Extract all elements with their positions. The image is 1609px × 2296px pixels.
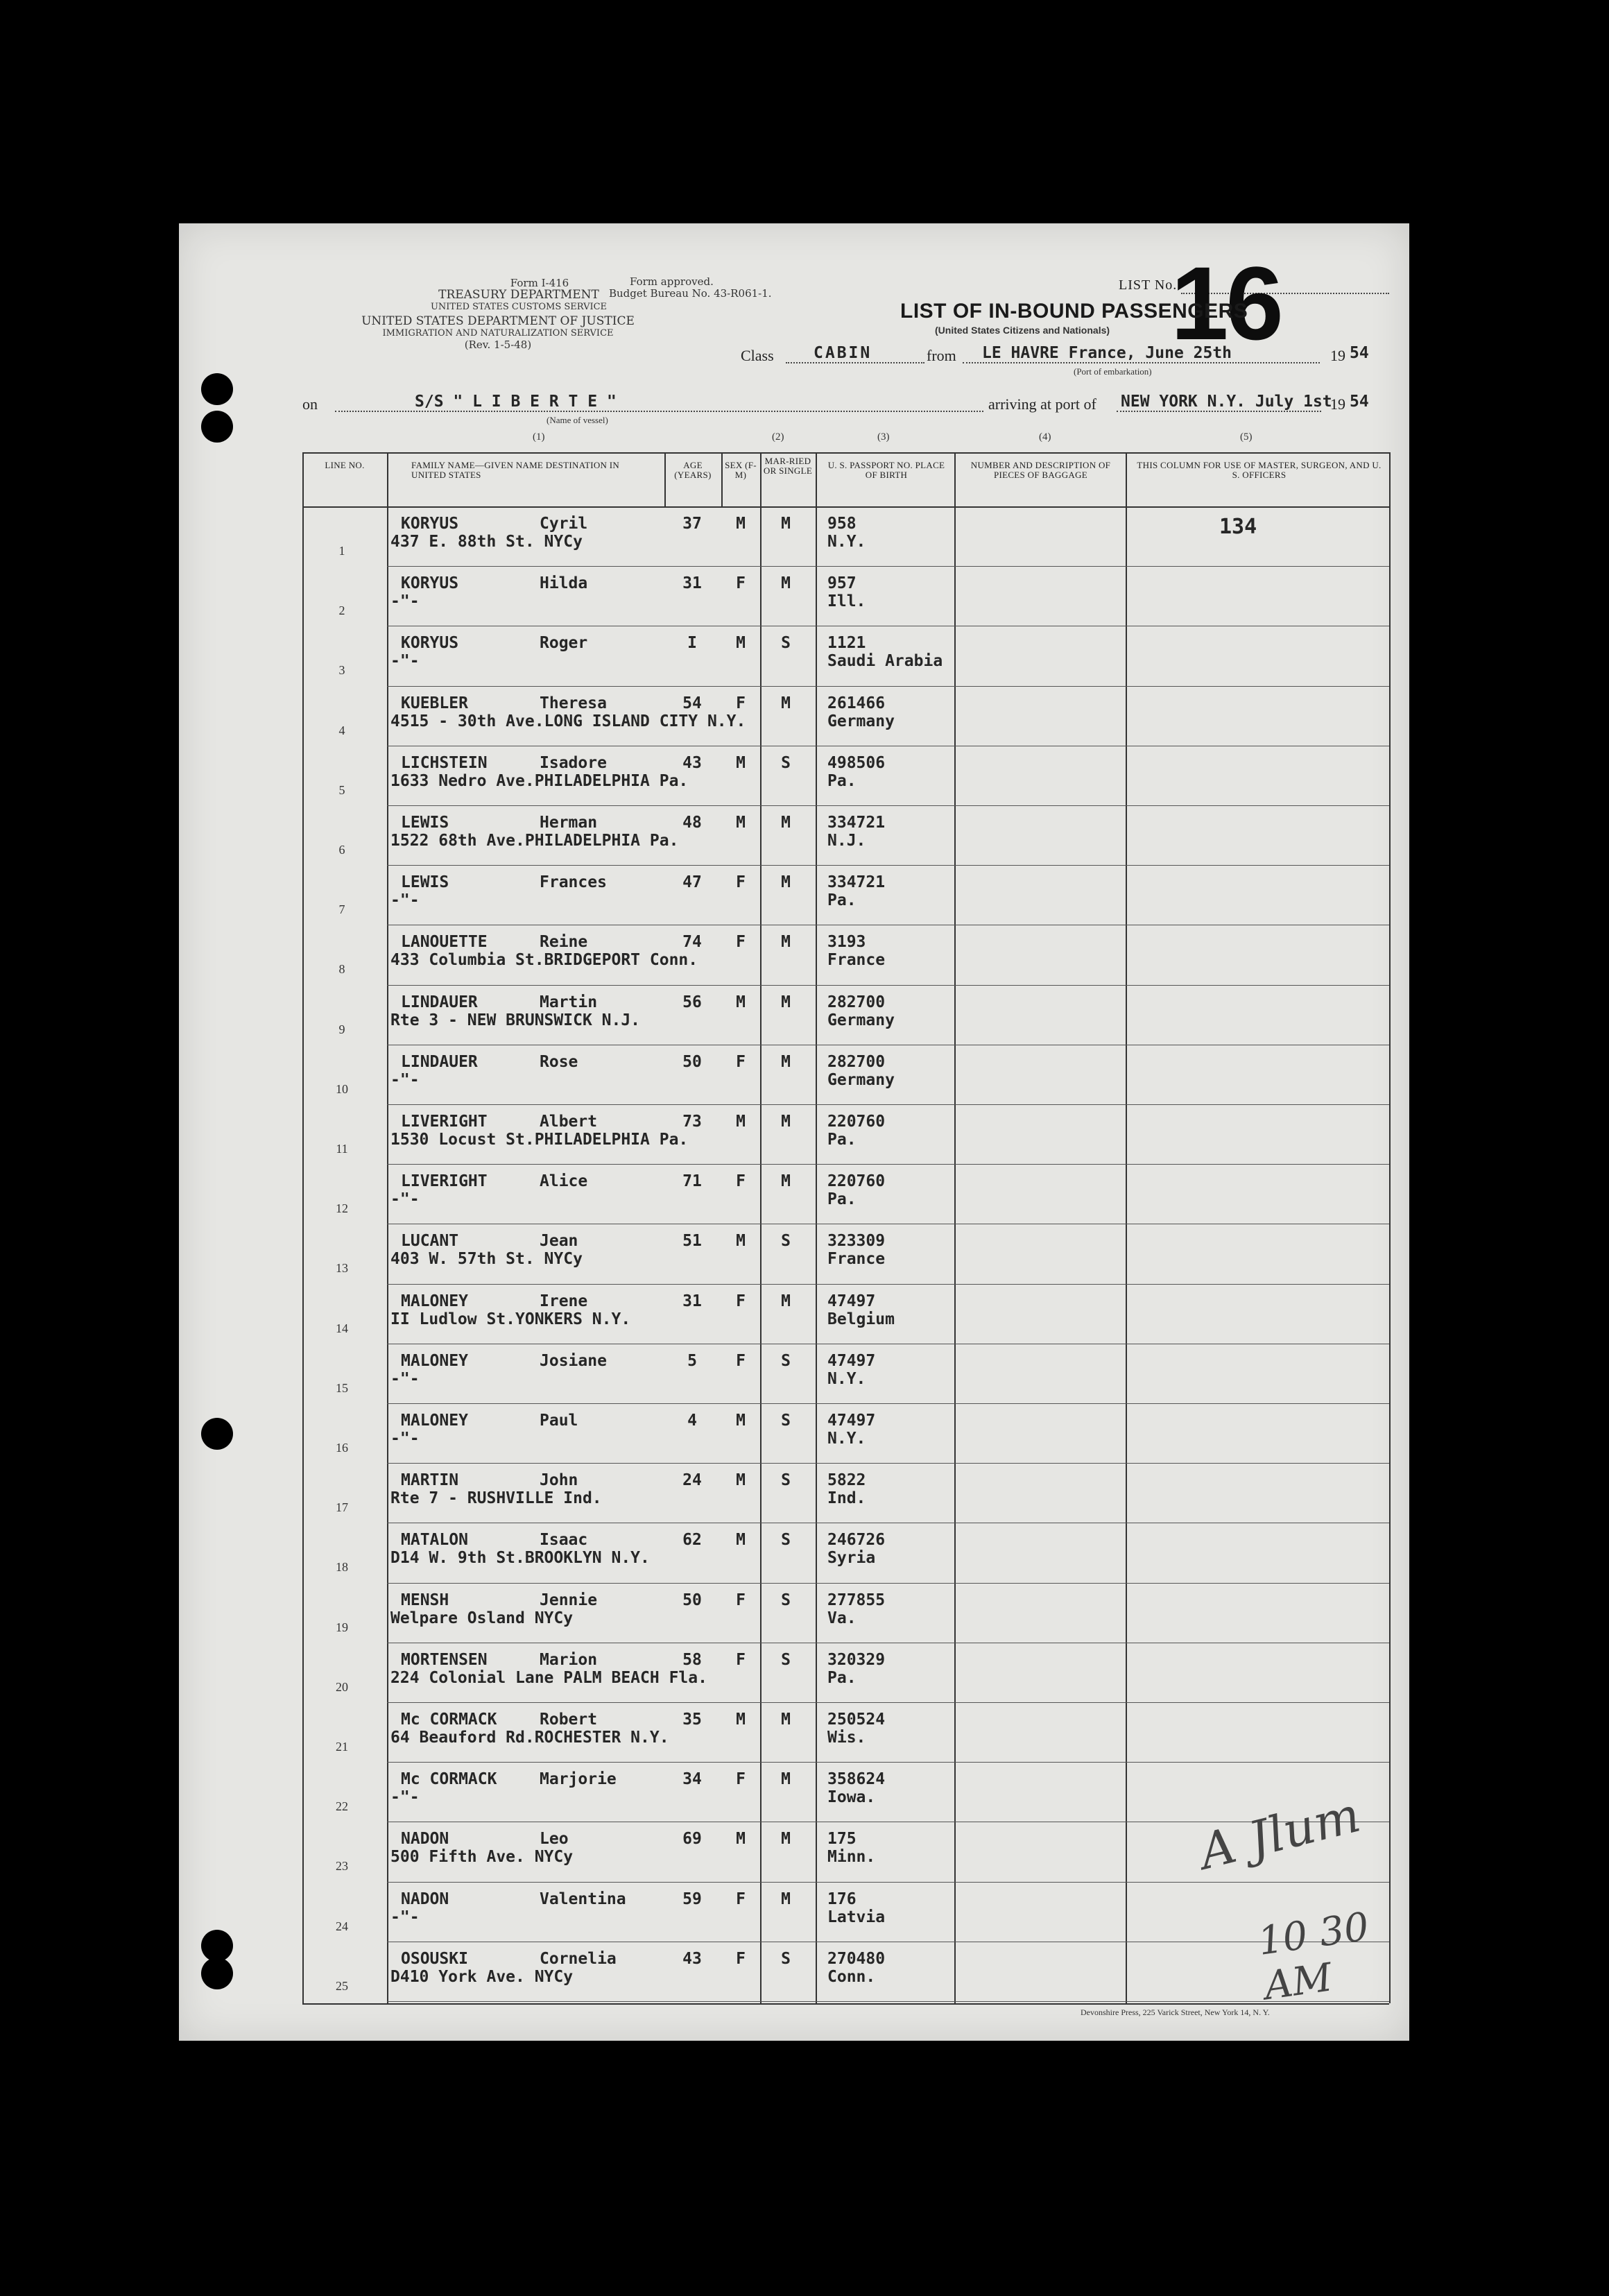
family-name: LIVERIGHT [401,1113,488,1131]
sex: M [736,1830,746,1849]
place-of-birth: Conn. [827,1967,876,1986]
family-name: KUEBLER [401,694,468,712]
destination: Rte 3 - NEW BRUNSWICK N.J. [390,1011,641,1029]
age: 54 [682,694,702,712]
column-header-age: AGE (YEARS) [674,460,712,480]
column-number: (1) [533,431,545,443]
family-name: MALONEY [401,1292,468,1310]
sex: F [736,1591,746,1609]
age: 51 [682,1232,702,1251]
line-number: 17 [336,1500,348,1515]
given-name: Paul [540,1412,578,1430]
row-divider [387,1702,1389,1703]
age: 35 [682,1711,702,1729]
marital-status: M [781,515,791,533]
given-name: Josiane [540,1351,607,1370]
arrival-year-suffix: 54 [1350,393,1369,411]
marital-status: M [781,993,791,1011]
destination: Rte 7 - RUSHVILLE Ind. [390,1489,602,1508]
age: I [687,634,697,653]
line-number: 2 [338,603,345,618]
column-header-officers: THIS COLUMN FOR USE OF MASTER, SURGEON, AND U. S. OFFICERS [1137,460,1382,480]
marital-status: M [781,1830,791,1849]
place-of-birth: Germany [827,1070,895,1089]
sex: M [736,1232,746,1251]
on-label: on [302,395,318,413]
family-name: NADON [401,1890,449,1908]
place-of-birth: Ind. [827,1489,866,1508]
age: 50 [682,1052,702,1071]
destination: 500 Fifth Ave. NYCy [390,1848,574,1867]
binder-hole [201,1418,233,1450]
sex: F [736,1351,746,1370]
marital-status: S [781,1351,791,1370]
line-number: 22 [336,1799,348,1814]
destination: -"- [390,1430,420,1448]
row-divider [387,1762,1389,1763]
given-name: Jean [540,1232,578,1251]
family-name: MENSH [401,1591,449,1609]
destination: 433 Columbia St.BRIDGEPORT Conn. [390,951,698,970]
column-number: (5) [1240,431,1253,443]
column-number: (2) [772,431,784,443]
given-name: Cyril [540,515,588,533]
passport-number: 3193 [827,933,866,952]
age: 31 [682,574,702,593]
column-number: (3) [877,431,890,443]
family-name: MALONEY [401,1412,468,1430]
line-number: 15 [336,1380,348,1395]
row-divider [387,686,1389,687]
place-of-birth: Germany [827,712,895,730]
place-of-birth: Latvia [827,1908,886,1926]
place-of-birth: Ill. [827,592,866,611]
destination: 1633 Nedro Ave.PHILADELPHIA Pa. [390,771,689,790]
given-name: Irene [540,1292,588,1310]
form-revision: (Rev. 1-5-48) [464,339,532,351]
sex: M [736,993,746,1011]
marital-status: M [781,1770,791,1789]
family-name: MORTENSEN [401,1650,488,1669]
passport-number: 176 [827,1890,857,1908]
passport-number: 47497 [827,1292,876,1310]
family-name: MATALON [401,1531,468,1550]
destination: 403 W. 57th St. NYCy [390,1250,583,1269]
sex: M [736,1531,746,1550]
sex: M [736,1471,746,1490]
age: 58 [682,1650,702,1669]
treasury-dept: TREASURY DEPARTMENT [438,288,599,302]
family-name: MALONEY [401,1351,468,1370]
destination: -"- [390,891,420,910]
row-divider [387,865,1389,866]
age: 47 [682,873,702,892]
age: 71 [682,1172,702,1191]
marital-status: S [781,753,791,772]
place-of-birth: Belgium [827,1310,895,1328]
age: 37 [682,515,702,533]
departure-port-value: LE HAVRE France, June 25th [982,344,1232,362]
manifest-page [179,223,1409,2041]
age: 56 [682,993,702,1011]
place-of-birth: Iowa. [827,1788,876,1807]
family-name: LEWIS [401,814,449,832]
destination: 4515 - 30th Ave.LONG ISLAND CITY N.Y. [390,712,746,730]
row-divider [387,1583,1389,1584]
family-name: NADON [401,1830,449,1849]
sex: M [736,634,746,653]
sex: F [736,694,746,712]
page-subtitle: (United States Citizens and Nationals) [935,325,1110,336]
sex: M [736,753,746,772]
destination: -"- [390,1788,420,1807]
destination: 437 E. 88th St. NYCy [390,533,583,551]
line-number: 12 [336,1201,348,1216]
row-divider [387,1882,1389,1883]
arrival-port-value: NEW YORK N.Y. July 1st [1121,393,1332,411]
place-of-birth: Germany [827,1011,895,1029]
justice-dept: UNITED STATES DEPARTMENT OF JUSTICE [361,314,635,328]
place-of-birth: France [827,1250,886,1269]
given-name: Isaac [540,1531,588,1550]
place-of-birth: Pa. [827,1190,857,1209]
marital-status: S [781,1471,791,1490]
column-header-married: MAR-RIED OR SINGLE [763,456,813,476]
age: 50 [682,1591,702,1609]
family-name: LINDAUER [401,993,478,1011]
line-number: 25 [336,1978,348,1993]
marital-status: S [781,1591,791,1609]
destination: D410 York Ave. NYCy [390,1967,574,1986]
sex: F [736,1770,746,1789]
binder-hole [201,373,233,405]
passport-number: 47497 [827,1412,876,1430]
passport-number: 957 [827,574,857,593]
place-of-birth: N.J. [827,832,866,850]
given-name: Theresa [540,694,607,712]
destination: II Ludlow St.YONKERS N.Y. [390,1310,631,1328]
place-of-birth: Va. [827,1609,857,1627]
sex: F [736,1292,746,1310]
row-divider [387,1463,1389,1464]
passport-number: 323309 [827,1232,886,1251]
family-name: Mc CORMACK [401,1770,497,1789]
form-approved-text: Form approved. [630,275,714,288]
line-number: 3 [338,663,345,678]
place-of-birth: Pa. [827,1668,857,1687]
passport-number: 220760 [827,1113,886,1131]
place-of-birth: Minn. [827,1848,876,1867]
marital-status: M [781,1113,791,1131]
passport-number: 334721 [827,873,886,892]
customs-service: UNITED STATES CUSTOMS SERVICE [430,302,608,312]
family-name: OSOUSKI [401,1949,468,1968]
family-name: LINDAUER [401,1052,478,1071]
sex: F [736,1890,746,1908]
column-header-passport: U. S. PASSPORT NO. PLACE OF BIRTH [827,460,945,480]
budget-bureau-no: Budget Bureau No. 43-R061-1. [609,287,772,300]
sex: F [736,1949,746,1968]
place-of-birth: Syria [827,1549,876,1568]
passport-number: 175 [827,1830,857,1849]
line-number: 24 [336,1919,348,1933]
given-name: Marjorie [540,1770,617,1789]
passport-number: 358624 [827,1770,886,1789]
place-of-birth: Pa. [827,771,857,790]
printer-imprint: Devonshire Press, 225 Varick Street, New York 14, N. Y. [1081,2007,1270,2017]
destination: Welpare Osland NYCy [390,1609,574,1627]
sex: M [736,1113,746,1131]
sex: M [736,1711,746,1729]
family-name: KORYUS [401,634,459,653]
column-header-sex: SEX (F-M) [725,460,757,480]
given-name: Alice [540,1172,588,1191]
age: 43 [682,1949,702,1968]
sex: M [736,515,746,533]
passport-number: 5822 [827,1471,866,1490]
destination: 64 Beauford Rd.ROCHESTER N.Y. [390,1729,669,1747]
place-of-birth: N.Y. [827,533,866,551]
embarkation-caption: (Port of embarkation) [1074,366,1152,377]
passport-number: 498506 [827,753,886,772]
row-divider [387,1104,1389,1105]
line-number: 23 [336,1859,348,1874]
place-of-birth: Pa. [827,1131,857,1149]
row-divider [387,1164,1389,1165]
given-name: Martin [540,993,598,1011]
class-value: CABIN [814,344,872,362]
given-name: Reine [540,933,588,952]
arriving-label: arriving at port of [988,395,1096,413]
family-name: LEWIS [401,873,449,892]
age: 48 [682,814,702,832]
binder-hole [201,411,233,443]
given-name: Herman [540,814,598,832]
sex: F [736,1052,746,1071]
age: 31 [682,1292,702,1310]
given-name: John [540,1471,578,1490]
marital-status: M [781,694,791,712]
line-number: 7 [338,902,345,917]
vessel-caption: (Name of vessel) [547,415,608,425]
age: 74 [682,933,702,952]
passport-number: 1121 [827,634,866,653]
binder-hole [201,1957,233,1989]
sex: F [736,1650,746,1669]
passport-number: 246726 [827,1531,886,1550]
destination: -"- [390,1908,420,1926]
place-of-birth: Pa. [827,891,857,910]
age: 73 [682,1113,702,1131]
family-name: KORYUS [401,574,459,593]
family-name: MARTIN [401,1471,459,1490]
line-number: 8 [338,962,345,977]
arrival-year-prefix: 19 [1330,395,1345,413]
sex: F [736,873,746,892]
marital-status: M [781,873,791,892]
form-approval [609,276,817,300]
vessel-name-value: S/S " L I B E R T E " [415,393,617,411]
line-number: 21 [336,1740,348,1754]
marital-status: M [781,1711,791,1729]
given-name: Robert [540,1711,598,1729]
marital-status: S [781,1650,791,1669]
form-number: Form I-416 [510,277,569,289]
from-label: from [927,347,956,364]
family-name: Mc CORMACK [401,1711,497,1729]
departure-year-prefix: 19 [1330,347,1345,364]
age: 59 [682,1890,702,1908]
family-name: LICHSTEIN [401,753,488,772]
sex: F [736,1172,746,1191]
line-number: 6 [338,843,345,857]
page-title: LIST OF IN-BOUND PASSENGERS [900,300,1248,323]
officer-note: 134 [1219,515,1257,539]
passport-number: 220760 [827,1172,886,1191]
passport-number: 334721 [827,814,886,832]
column-header-baggage: NUMBER AND DESCRIPTION OF PIECES OF BAGGAGE [970,460,1111,480]
marital-status: S [781,634,791,653]
line-number: 10 [336,1081,348,1096]
given-name: Isadore [540,753,607,772]
row-divider [387,1403,1389,1404]
place-of-birth: N.Y. [827,1369,866,1388]
place-of-birth: Saudi Arabia [827,652,943,671]
place-of-birth: France [827,951,886,970]
line-number: 1 [338,544,345,558]
given-name: Jennie [540,1591,598,1609]
row-divider [387,2001,1389,2002]
age: 5 [687,1351,697,1370]
handwritten-signature: A Jlum [1194,1785,1366,1881]
row-divider [387,985,1389,986]
marital-status: S [781,1412,791,1430]
given-name: Frances [540,873,607,892]
age: 34 [682,1770,702,1789]
passport-number: 47497 [827,1351,876,1370]
destination: -"- [390,592,420,611]
destination: 1530 Locust St.PHILADELPHIA Pa. [390,1131,689,1149]
age: 4 [687,1412,697,1430]
sex: F [736,574,746,593]
family-name: LIVERIGHT [401,1172,488,1191]
list-number-label: LIST No. [1119,277,1178,293]
marital-status: M [781,814,791,832]
age: 62 [682,1531,702,1550]
line-number: 9 [338,1022,345,1036]
line-number: 5 [338,782,345,797]
line-number: 16 [336,1441,348,1455]
line-number: 19 [336,1620,348,1634]
row-divider [387,1284,1389,1285]
age: 24 [682,1471,702,1490]
passport-number: 277855 [827,1591,886,1609]
ins-service: IMMIGRATION AND NATURALIZATION SERVICE [382,328,614,339]
destination: 1522 68th Ave.PHILADELPHIA Pa. [390,832,679,850]
given-name: Hilda [540,574,588,593]
handwritten-time: 10 30 AM [1255,1904,1372,2010]
destination: -"- [390,652,420,671]
destination: -"- [390,1190,420,1209]
family-name: KORYUS [401,515,459,533]
destination: -"- [390,1369,420,1388]
passport-number: 270480 [827,1949,886,1968]
destination: 224 Colonial Lane PALM BEACH Fla. [390,1668,707,1687]
row-divider [387,805,1389,806]
column-number: (4) [1039,431,1051,443]
age: 69 [682,1830,702,1849]
destination: D14 W. 9th St.BROOKLYN N.Y. [390,1549,650,1568]
marital-status: M [781,1052,791,1071]
column-header-line-no: LINE NO. [325,460,365,470]
marital-status: S [781,1949,791,1968]
passport-number: 958 [827,515,857,533]
passport-number: 261466 [827,694,886,712]
age: 43 [682,753,702,772]
place-of-birth: Wis. [827,1729,866,1747]
destination: -"- [390,1070,420,1089]
column-header-name: FAMILY NAME—GIVEN NAME DESTINATION IN UNITED STATES [411,460,620,480]
sex: F [736,933,746,952]
line-number: 4 [338,723,345,737]
place-of-birth: N.Y. [827,1430,866,1448]
line-number: 13 [336,1261,348,1276]
sex: M [736,1412,746,1430]
given-name: Valentina [540,1890,626,1908]
given-name: Rose [540,1052,578,1071]
line-number: 14 [336,1321,348,1335]
marital-status: M [781,933,791,952]
line-number: 11 [336,1142,348,1156]
list-number-stamp: 16 [1171,245,1281,361]
given-name: Marion [540,1650,598,1669]
passport-number: 320329 [827,1650,886,1669]
given-name: Roger [540,634,588,653]
passport-number: 282700 [827,1052,886,1071]
marital-status: M [781,1890,791,1908]
given-name: Albert [540,1113,598,1131]
given-name: Cornelia [540,1949,617,1968]
marital-status: S [781,1531,791,1550]
marital-status: M [781,1172,791,1191]
marital-status: M [781,1292,791,1310]
marital-status: S [781,1232,791,1251]
class-label: Class [741,347,774,364]
marital-status: M [781,574,791,593]
departure-year-suffix: 54 [1350,344,1369,362]
row-divider [387,566,1389,567]
passport-number: 250524 [827,1711,886,1729]
family-name: LANOUETTE [401,933,488,952]
sex: M [736,814,746,832]
family-name: LUCANT [401,1232,459,1251]
given-name: Leo [540,1830,569,1849]
line-number: 20 [336,1679,348,1694]
passport-number: 282700 [827,993,886,1011]
line-number: 18 [336,1560,348,1575]
